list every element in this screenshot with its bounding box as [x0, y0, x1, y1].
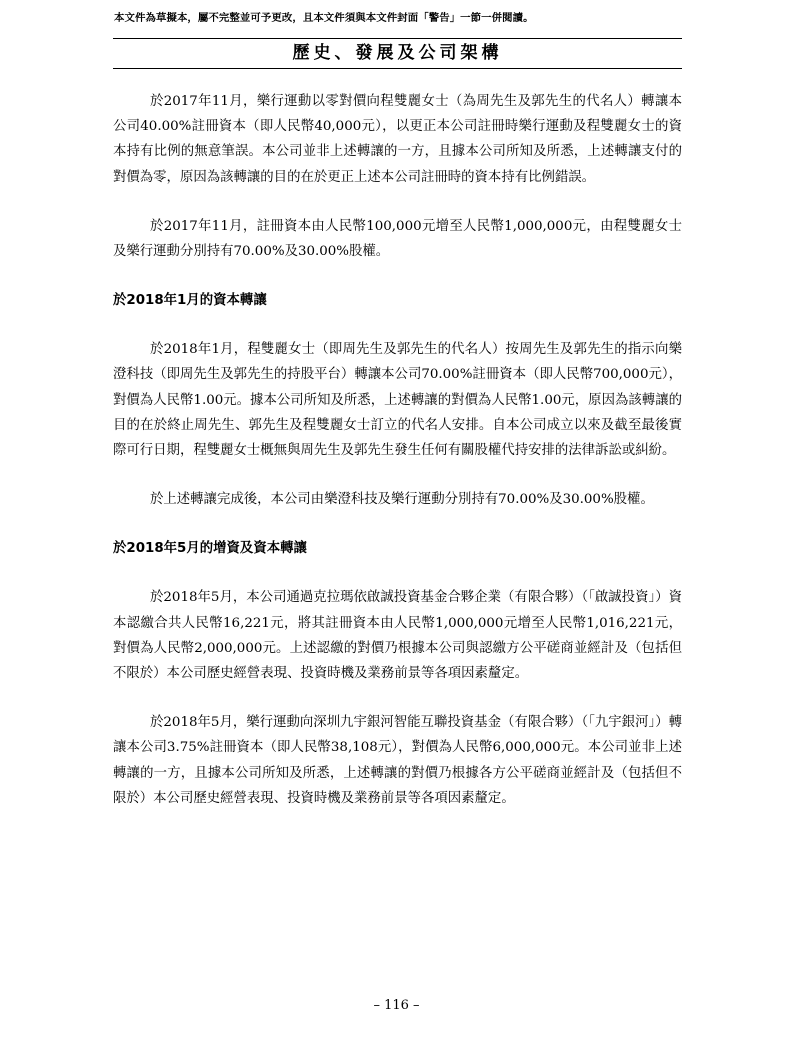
header-rule-bottom: [113, 68, 682, 69]
paragraph-jan2018-completion: 於上述轉讓完成後，本公司由樂澄科技及樂行運動分別持有70.00%及30.00%股權。: [150, 492, 654, 508]
paragraph-nov2017-capital-increase: 於2017年11月，註冊資本由人民幣100,000元增至人民幣1,000,000元，由程雙麗女士及樂行運動分別持有70.00%及30.00%股權。: [113, 218, 682, 260]
paragraph-may2018-transfer: 於2018年5月，樂行運動向深圳九宇銀河智能互聯投資基金（有限合夥）（「九宇銀河」）轉讓本公司3.75%註冊資本（即人民幣38,108元），對價為人民幣6,000,000元。本公司並非上述轉讓的一方，且據本公司所知及所悉，上述轉讓的對價乃根據各方公平磋商並經計及（包括但不限於）本公司歷史經營表現、投資時機及業務前景等各項因素釐定。: [113, 715, 682, 806]
heading-jan2018-capital-transfer: 於2018年1月的資本轉讓: [113, 293, 267, 309]
header-rule-top: [113, 38, 682, 39]
heading-may2018-increase-and-transfer: 於2018年5月的增資及資本轉讓: [113, 541, 307, 557]
paragraph-nov2017-transfer: 於2017年11月，樂行運動以零對價向程雙麗女士（為周先生及郭先生的代名人）轉讓本公司40.00%註冊資本（即人民幣40,000元），以更正本公司註冊時樂行運動及程雙麗女士的資本持有比例的無意筆誤。本公司並非上述轉讓的一方，且據本公司所知及所悉，上述轉讓支付的對價為零，原因為該轉讓的目的在於更正上述本公司註冊時的資本持有比例錯誤。: [113, 94, 682, 185]
document-body: [113, 89, 682, 811]
paragraph-may2018-capital-increase: 於2018年5月，本公司通過克拉瑪依啟誠投資基金合夥企業（有限合夥）（「啟誠投資」）資本認繳合共人民幣16,221元，將其註冊資本由人民幣1,000,000元增至人民幣1,016,221元，對價為人民幣2,000,000元。上述認繳的對價乃根據本公司與認繳方公平磋商並經計及（包括但不限於）本公司歷史經營表現、投資時機及業務前景等各項因素釐定。: [113, 590, 682, 682]
page-number: – 116 –: [373, 998, 420, 1013]
paragraph-jan2018-transfer: 於2018年1月，程雙麗女士（即周先生及郭先生的代名人）按周先生及郭先生的指示向樂澄科技（即周先生及郭先生的持股平台）轉讓本公司70.00%註冊資本（即人民幣700,000元），對價為人民幣1.00元。據本公司所知及所悉，上述轉讓的對價為人民幣1.00元，原因為該轉讓的目的在於終止周先生、郭先生及程雙麗女士訂立的代名人安排。自本公司成立以來及截至最後實際可行日期，程雙麗女士概無與周先生及郭先生發生任何有關股權代持安排的法律訴訟或糾紛。: [113, 342, 682, 459]
draft-disclaimer: 本文件為草擬本，屬不完整並可予更改，且本文件須與本文件封面「警告」一節一併閱讀。: [114, 12, 534, 24]
section-title: 歷史、發展及公司架構: [292, 43, 503, 63]
